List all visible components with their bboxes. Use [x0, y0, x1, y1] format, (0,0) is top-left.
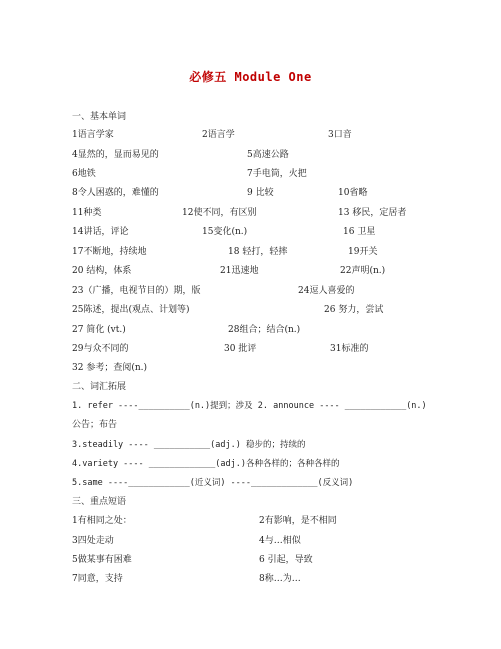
expansion-item: 公告；布告 [72, 420, 118, 430]
word-item: 27 简化 (vt.) [72, 325, 126, 335]
word-item: 14讲话，评论 [72, 227, 129, 237]
phrase-item: 2有影响，是不相同 [259, 516, 337, 526]
word-item: 15变化(n.) [202, 227, 248, 237]
word-item: 19开关 [348, 247, 378, 257]
word-item: 17不断地，持续地 [72, 247, 147, 257]
word-item: 29与众不同的 [72, 344, 129, 354]
word-item: 3口音 [328, 130, 352, 140]
section-heading-basic-words: 一、基本单词 [72, 112, 127, 122]
phrase-item: 5做某事有困难 [72, 555, 132, 565]
word-item: 16 卫星 [343, 227, 376, 237]
word-item: 22声明(n.) [340, 266, 386, 276]
word-item: 6地铁 [72, 169, 96, 179]
word-item: 28组合；结合(n.) [228, 325, 301, 335]
word-item: 30 批评 [224, 344, 257, 354]
expansion-item: 1. refer ----__________(n.)提到；涉及 2. announce ---- ____________(n.) [72, 401, 427, 411]
phrase-item: 6 引起，导致 [259, 555, 313, 565]
expansion-item: 5.same ----____________(近义词) ----_____________(反义词) [72, 478, 354, 488]
phrase-item: 1有相同之处： [72, 516, 132, 526]
word-item: 12使不同，有区别 [182, 208, 257, 218]
section-heading-vocab-expansion: 二、词汇拓展 [72, 382, 127, 392]
phrase-item: 7同意，支持 [72, 574, 123, 584]
word-item: 23（广播，电视节目的）期，版 [72, 286, 201, 296]
phrase-item: 3四处走动 [72, 536, 114, 546]
word-item: 32 参考；查阅(n.) [72, 363, 147, 373]
word-item: 7手电筒，火把 [247, 169, 307, 179]
word-item: 18 轻打，轻摔 [228, 247, 288, 257]
word-item: 21迅速地 [220, 266, 259, 276]
phrase-item: 8称…为… [259, 574, 301, 584]
word-item: 31标准的 [330, 344, 369, 354]
word-item: 2语言学 [202, 130, 235, 140]
expansion-item: 3.steadily ---- ___________(adj.) 稳步的；持续的 [72, 440, 306, 450]
word-item: 13 移民，定居者 [338, 208, 407, 218]
expansion-item: 4.variety ---- _____________(adj.)各种各样的；各种各样的 [72, 459, 340, 469]
word-item: 24逗人喜爱的 [298, 286, 355, 296]
phrase-item: 4与…相似 [259, 536, 301, 546]
section-heading-key-phrases: 三、重点短语 [72, 497, 127, 507]
word-item: 9 比较 [247, 188, 274, 198]
word-item: 20 结构，体系 [72, 266, 132, 276]
word-item: 26 努力，尝试 [324, 305, 384, 315]
word-item: 11种类 [72, 208, 102, 218]
word-item: 5高速公路 [247, 150, 289, 160]
word-item: 25陈述，提出(观点、计划等) [72, 305, 190, 315]
word-item: 4显然的，显而易见的 [72, 150, 159, 160]
word-item: 1语言学家 [72, 130, 114, 140]
word-item: 10省略 [338, 188, 368, 198]
word-item: 8令人困惑的，难懂的 [72, 188, 159, 198]
page-title: 必修五 Module One [189, 70, 312, 84]
